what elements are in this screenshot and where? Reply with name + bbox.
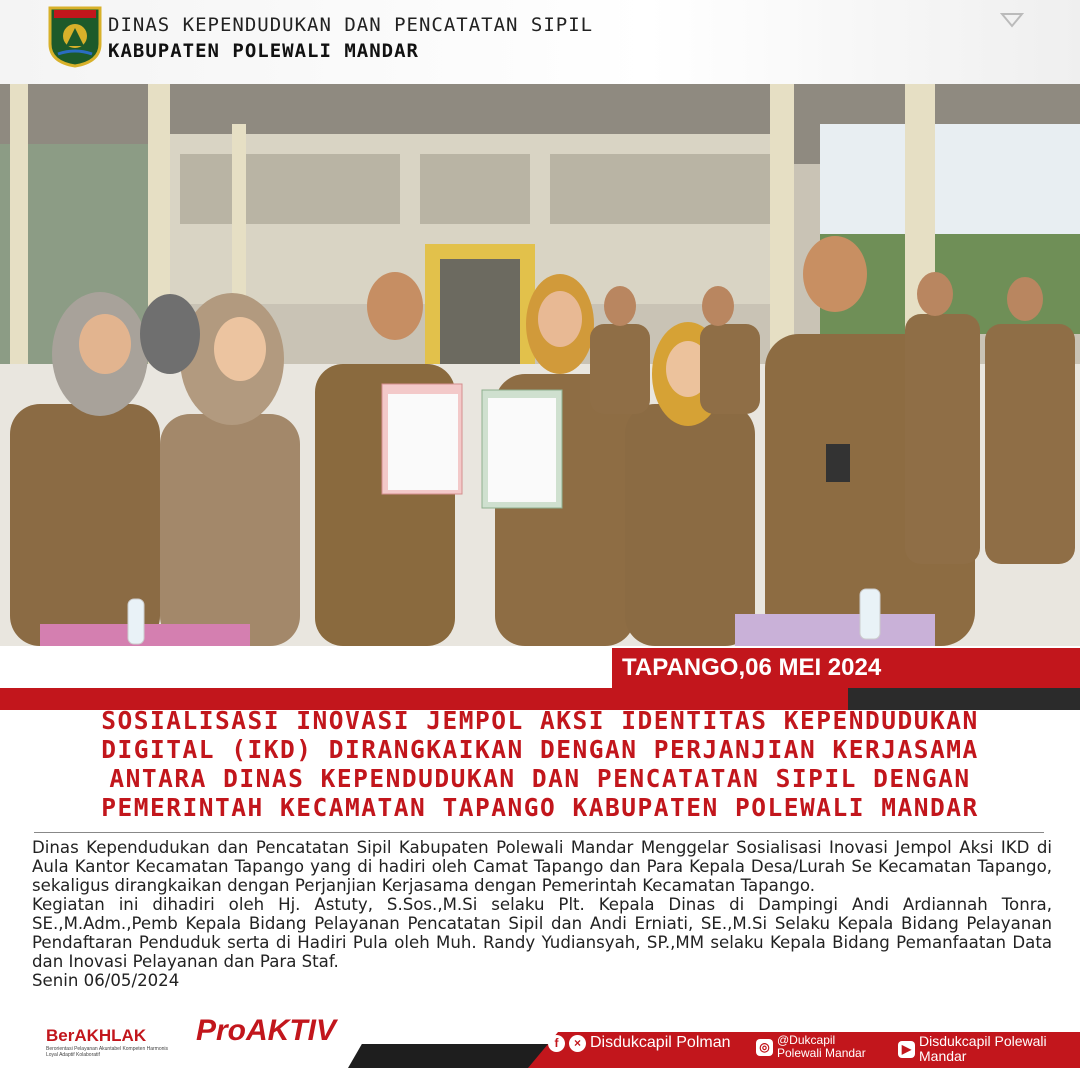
- body-paragraph: Dinas Kependudukan dan Pencatatan Sipil Kabupaten Polewali Mandar Menggelar Sosialisasi Inovasi Jempol Aksi IKD di Aula Kantor Kecamatan Tapango yang di hadiri oleh Camat Tapango dan Para Kepala Desa/Lurah Se Kecamatan Tapango, sekaligus dirangkaikan dengan Perjanjian Kerjasama dengan Pemerintah Kecamatan Tapango.: [32, 838, 1052, 895]
- instagram-icon: ◎: [756, 1039, 773, 1056]
- instagram-handle-line1: @Dukcapil: [777, 1033, 836, 1047]
- facebook-icon: f: [548, 1035, 565, 1052]
- youtube-handle: [919, 1034, 1047, 1064]
- social-instagram[interactable]: [756, 1034, 866, 1060]
- social-youtube[interactable]: [898, 1034, 1047, 1064]
- social-handle: Disdukcapil Polman: [590, 1034, 731, 1051]
- youtube-icon: ▶: [898, 1041, 915, 1058]
- body-paragraph: Kegiatan ini dihadiri oleh Hj. Astuty, S.Sos.,M.Si selaku Plt. Kepala Dinas di Dampingi Andi Ardiannah Tonra, SE.,M.Adm.,Pemb Kepala Bidang Pelayanan Pencatatan Sipil dan Andi Erniati, SE.,M.Si Selaku Kepala Bidang Pelayanan Pendaftaran Penduduk serta di Hadiri Pula oleh Muh. Randy Yudiansyah, SP.,MM selaku Kepala Bidang Pemanfaatan Data dan Inovasi Pelayanan dan Para Staf.: [32, 895, 1052, 971]
- youtube-handle-line2: Mandar: [919, 1048, 967, 1064]
- header-banner: [0, 0, 1080, 84]
- header-agency-name: DINAS KEPENDUDUKAN DAN PENCATATAN SIPIL: [108, 14, 594, 36]
- event-date: TAPANGO,06 MEI 2024: [612, 648, 1080, 688]
- berakhlak-title: BerAKHLAK: [46, 1026, 147, 1045]
- berakhlak-tagline: Berorientasi Pelayanan Akuntabel Kompeten Harmonis Loyal Adaptif Kolaboratif: [46, 1046, 169, 1058]
- divider: [34, 832, 1044, 833]
- event-photo: [0, 84, 1080, 646]
- headline-line: DIGITAL (IKD) DIRANGKAIKAN DENGAN PERJANJIAN KERJASAMA: [101, 735, 979, 764]
- proaktiv-logo: ProAKTIV: [196, 1014, 337, 1047]
- footer-dark-bar: [348, 1044, 562, 1068]
- headline-line: ANTARA DINAS KEPENDUDUKAN DAN PENCATATAN SIPIL DENGAN: [109, 764, 971, 793]
- instagram-handle-line2: Polewali Mandar: [777, 1046, 866, 1060]
- berakhlak-logo: [46, 1026, 176, 1064]
- x-icon: ×: [569, 1035, 586, 1052]
- social-facebook-x[interactable]: [548, 1034, 731, 1052]
- headline-line: PEMERINTAH KECAMATAN TAPANGO KABUPATEN POLEWALI MANDAR: [101, 793, 979, 822]
- headline-line: SOSIALISASI INOVASI JEMPOL AKSI IDENTITAS KEPENDUDUKAN: [101, 706, 979, 735]
- body-date: Senin 06/05/2024: [32, 971, 180, 990]
- headline: [20, 706, 1060, 822]
- triangle-down-icon: [1000, 12, 1024, 28]
- article-body: [32, 838, 1052, 990]
- regency-logo: [48, 6, 102, 68]
- youtube-handle-line1: Disdukcapil Polewali: [919, 1033, 1047, 1049]
- header-regency-name: KABUPATEN POLEWALI MANDAR: [108, 40, 419, 62]
- instagram-handle: [777, 1034, 866, 1060]
